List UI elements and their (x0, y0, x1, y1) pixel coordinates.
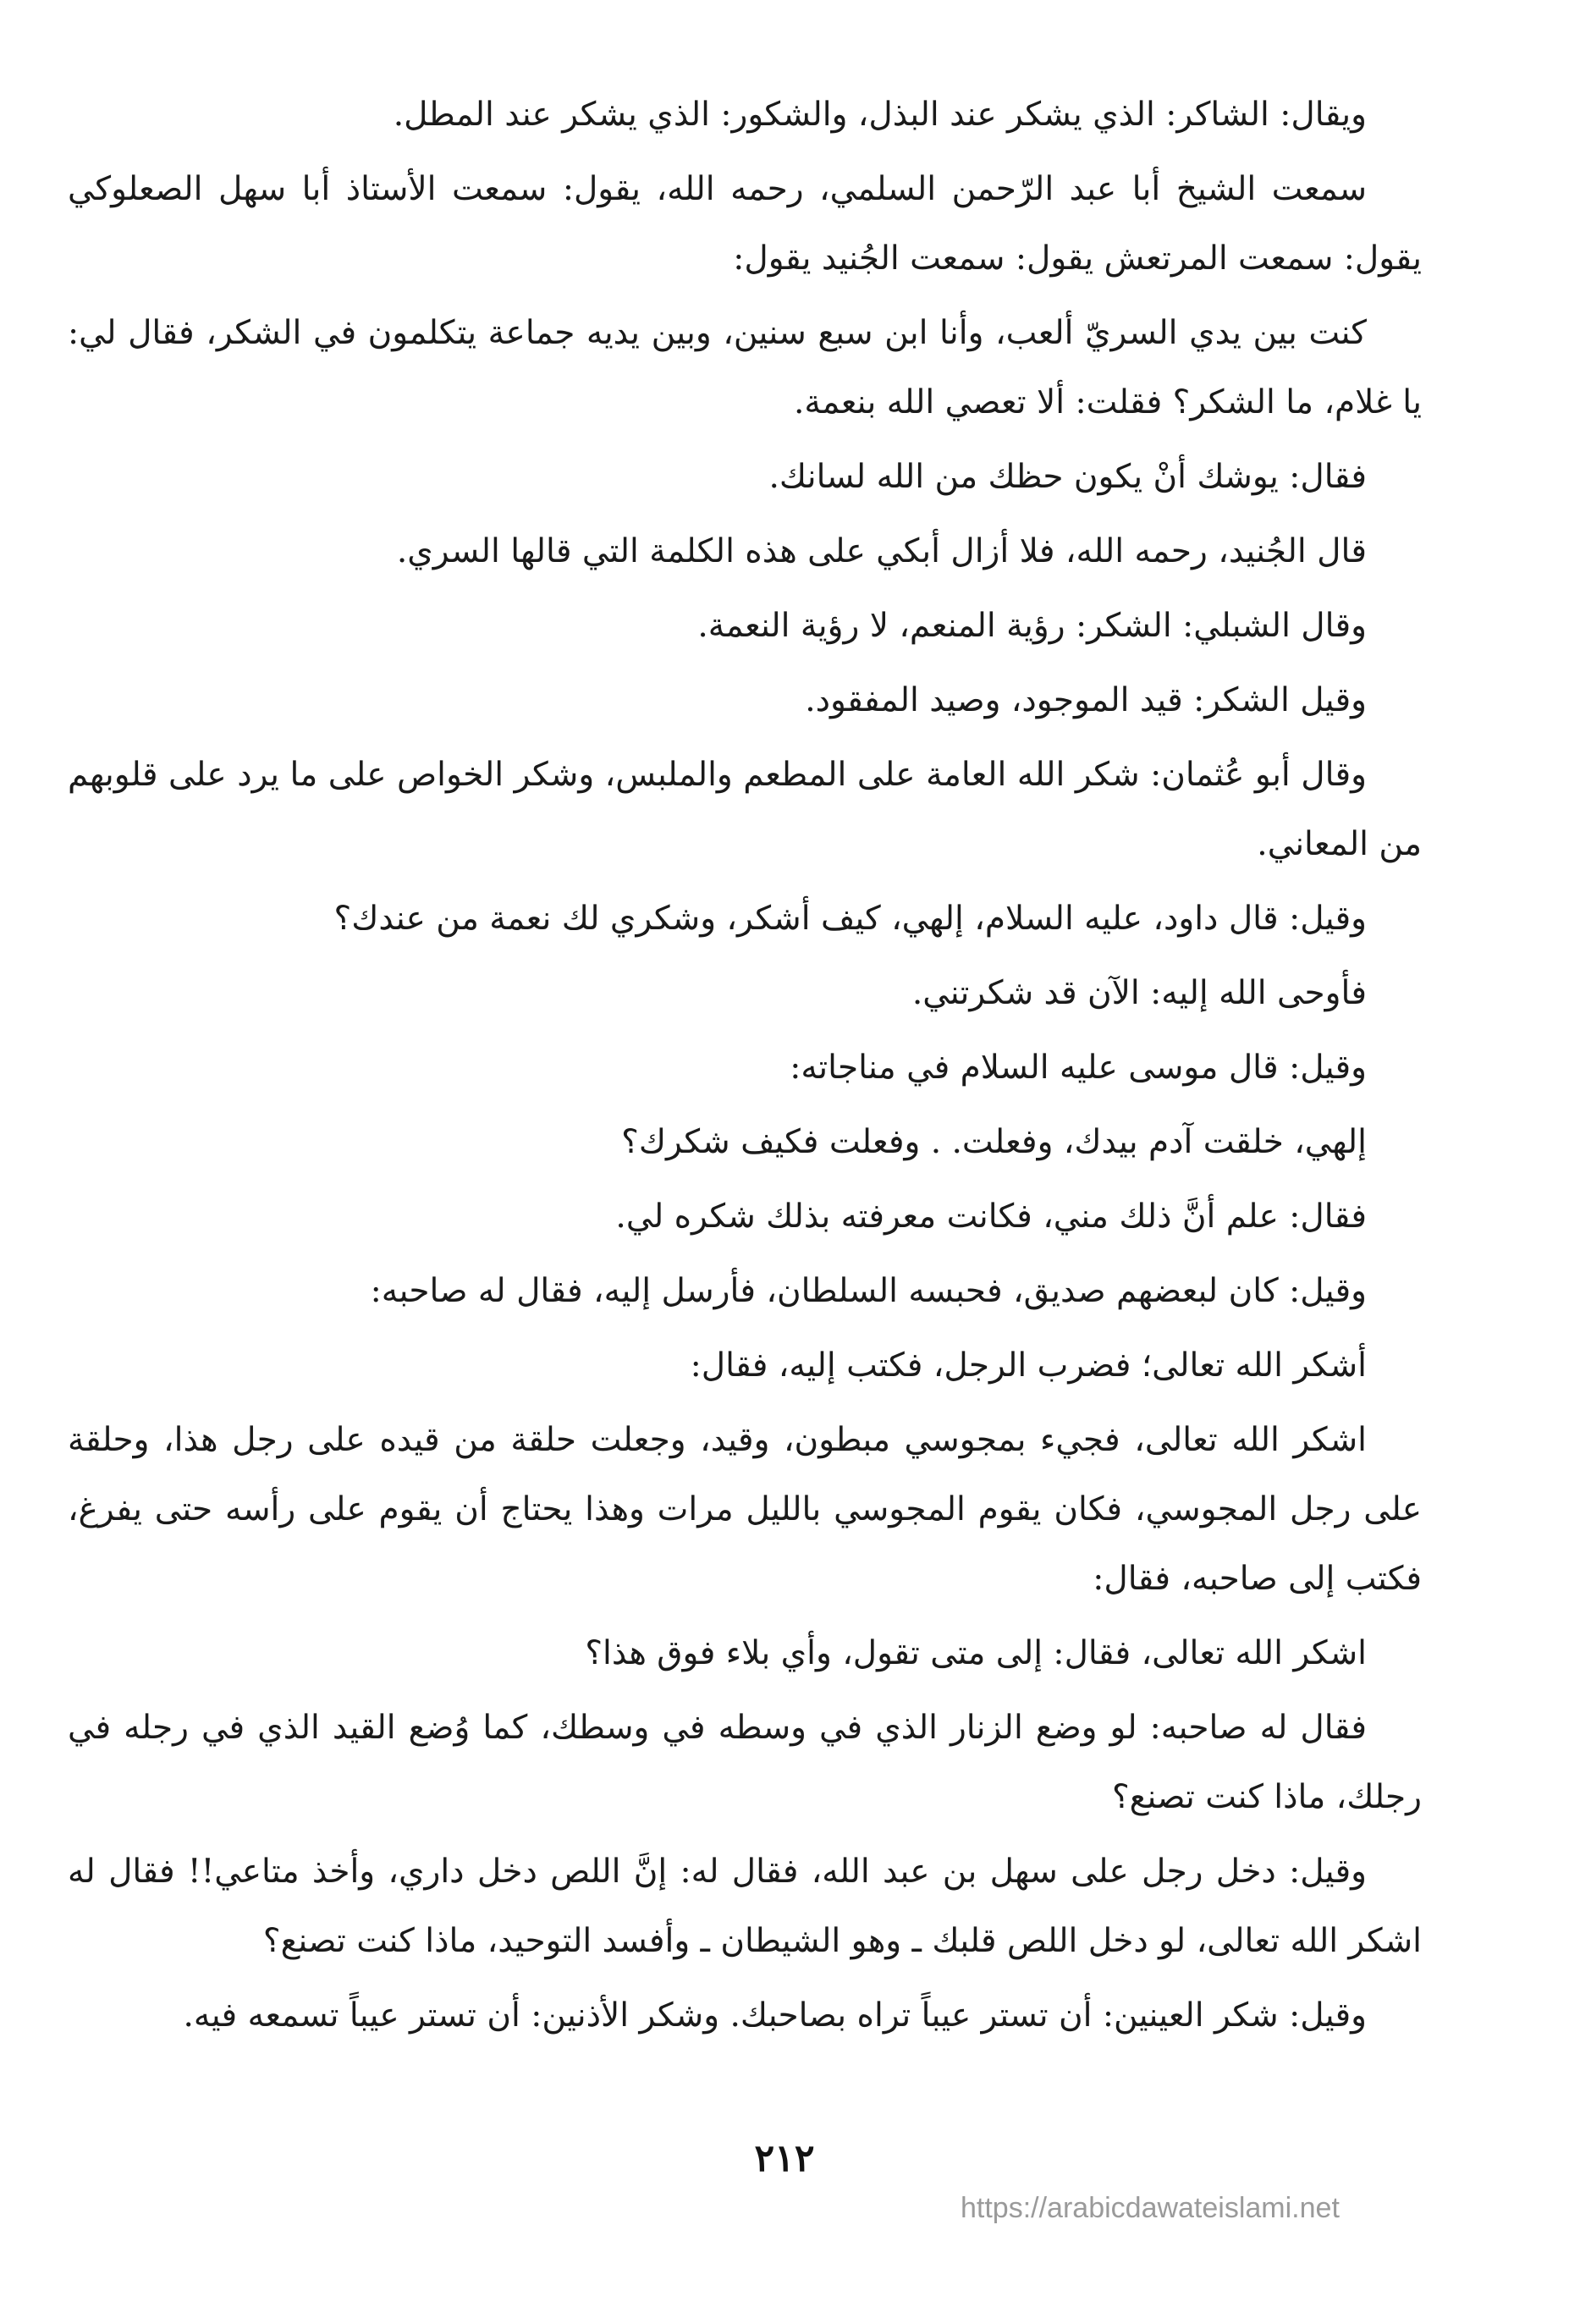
paragraph: سمعت الشيخ أبا عبد الرّحمن السلمي، رحمه الله، يقول: سمعت الأستاذ أبا سهل الصعلوكي يقول: سمعت المرتعش يقول: سمعت الجُنيد يقول: (68, 170, 1422, 278)
paragraph: إلهي، خلقت آدم بيدك، وفعلت. . وفعلت فكيف شكرك؟ (621, 1123, 1367, 1161)
watermark-url: https://arabicdawateislami.net (961, 2192, 1340, 2224)
paragraph: وقيل: قال داود، عليه السلام، إلهي، كيف أشكر، وشكري لك نعمة من عندك؟ (333, 900, 1367, 938)
paragraph: وقيل: شكر العينين: أن تستر عيباً تراه بصاحبك. وشكر الأذنين: أن تستر عيباً تسمعه فيه. (183, 1996, 1367, 2035)
paragraph: فأوحى الله إليه: الآن قد شكرتني. (911, 974, 1367, 1012)
paragraph: فقال: يوشك أنْ يكون حظك من الله لسانك. (768, 458, 1367, 496)
paragraph: وقال أبو عُثمان: شكر الله العامة على المطعم والملبس، وشكر الخواص على ما يرد على قلوبهم من المعاني. (68, 756, 1422, 863)
paragraph: اشكر الله تعالى، فجيء بمجوسي مبطون، وقيد، وجعلت حلقة من قيده على رجل هذا، وحلقة على رجل المجوسي، فكان يقوم المجوسي بالليل مرات وهذا يحتاج أن يقوم على رأسه حتى يفرغ، فكتب إلى صاحبه، فقال: (68, 1421, 1422, 1598)
page-body (68, 80, 1422, 2056)
paragraph: ويقال: الشاكر: الذي يشكر عند البذل، والشكور: الذي يشكر عند المطل. (393, 96, 1367, 134)
paragraph: وقيل الشكر: قيد الموجود، وصيد المفقود. (805, 681, 1367, 719)
page-number: ٢١٢ (754, 2137, 815, 2180)
paragraph: فقال: علم أنَّ ذلك مني، فكانت معرفته بذلك شكره لي. (615, 1198, 1367, 1236)
paragraph: اشكر الله تعالى، فقال: إلى متى تقول، وأي بلاء فوق هذا؟ (585, 1634, 1367, 1672)
paragraph: وقيل: قال موسى عليه السلام في مناجاته: (790, 1049, 1367, 1087)
paragraph: قال الجُنيد، رحمه الله، فلا أزال أبكي على هذه الكلمة التي قالها السري. (396, 532, 1367, 570)
paragraph: فقال له صاحبه: لو وضع الزنار الذي في وسطه في وسطك، كما وُضع القيد الذي في رجله في رجلك، ماذا كنت تصنع؟ (68, 1709, 1422, 1816)
paragraph: كنت بين يدي السريّ ألعب، وأنا ابن سبع سنين، وبين يديه جماعة يتكلمون في الشكر، فقال لي: يا غلام، ما الشكر؟ فقلت: ألا تعصي الله بنعمة. (68, 314, 1422, 421)
paragraph: وقال الشبلي: الشكر: رؤية المنعم، لا رؤية النعمة. (697, 607, 1367, 645)
paragraph: أشكر الله تعالى؛ فضرب الرجل، فكتب إليه، فقال: (690, 1346, 1367, 1385)
paragraph: وقيل: دخل رجل على سهل بن عبد الله، فقال له: إنَّ اللص دخل داري، وأخذ متاعي!! فقال له اشكر الله تعالى، لو دخل اللص قلبك ـ وهو الشيطان ـ وأفسد التوحيد، ماذا كنت تصنع؟ (68, 1853, 1422, 1960)
paragraph: وقيل: كان لبعضهم صديق، فحبسه السلطان، فأرسل إليه، فقال له صاحبه: (370, 1272, 1367, 1310)
